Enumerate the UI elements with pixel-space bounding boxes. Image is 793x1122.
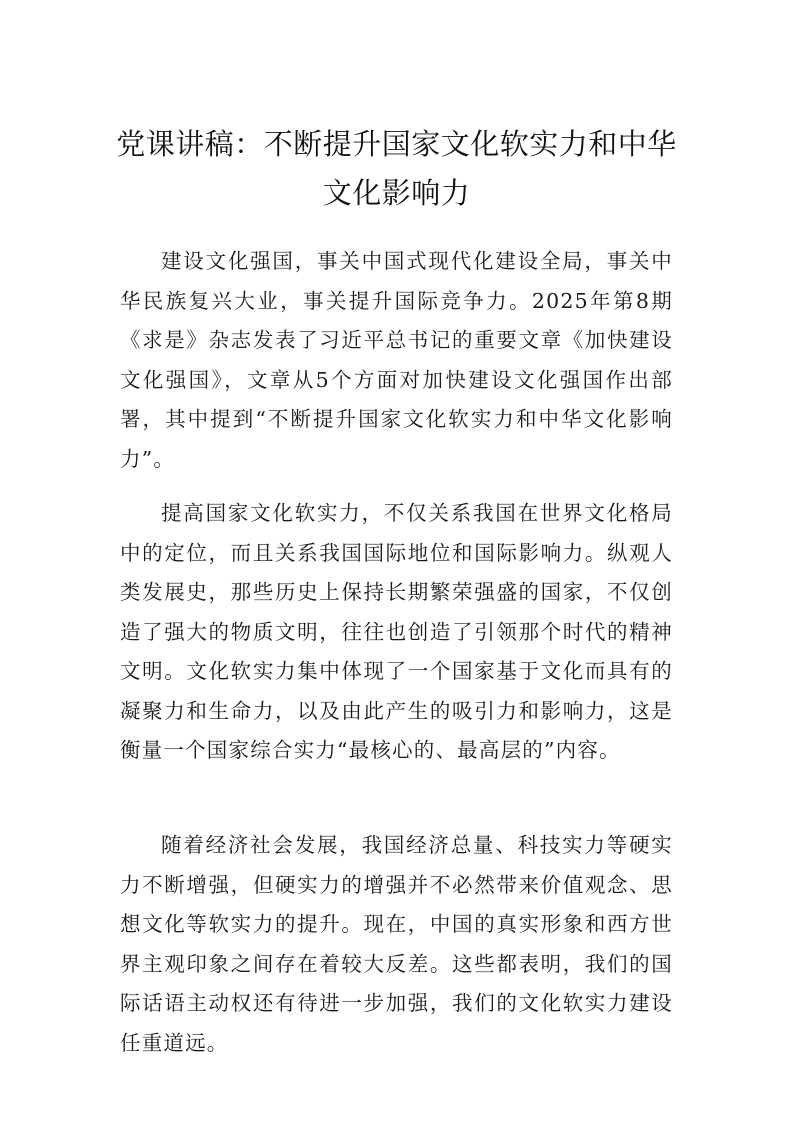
paragraph-1: 建设文化强国，事关中国式现代化建设全局，事关中华民族复兴大业，事关提升国际竞争力。2025年第8期《求是》杂志发表了习近平总书记的重要文章《加快建设文化强国》，文章从5个方面对加快建设文化强国作出部署，其中提到“不断提升国家文化软实力和中华文化影响力”。 — [120, 249, 673, 471]
paragraph-2: 提高国家文化软实力，不仅关系我国在世界文化格局中的定位，而且关系我国国际地位和国际影响力。纵观人类发展史，那些历史上保持长期繁荣强盛的国家，不仅创造了强大的物质文明，往往也创造了引领那个时代的精神文明。文化软实力集中体现了一个国家基于文化而具有的凝聚力和生命力，以及由此产生的吸引力和影响力，这是衡量一个国家综合实力“最核心的、最高层的”内容。 — [120, 501, 673, 762]
paragraph-3: 随着经济社会发展，我国经济总量、科技实力等硬实力不断增强，但硬实力的增强并不必然带来价值观念、思想文化等软实力的提升。现在，中国的真实形象和西方世界主观印象之间存在着较大反差。这些都表明，我们的国际话语主动权还有待进一步加强，我们的文化软实力建设任重道远。 — [120, 833, 673, 1055]
document-title: 党课讲稿：不断提升国家文化软实力和中华文化影响力 — [116, 127, 677, 210]
